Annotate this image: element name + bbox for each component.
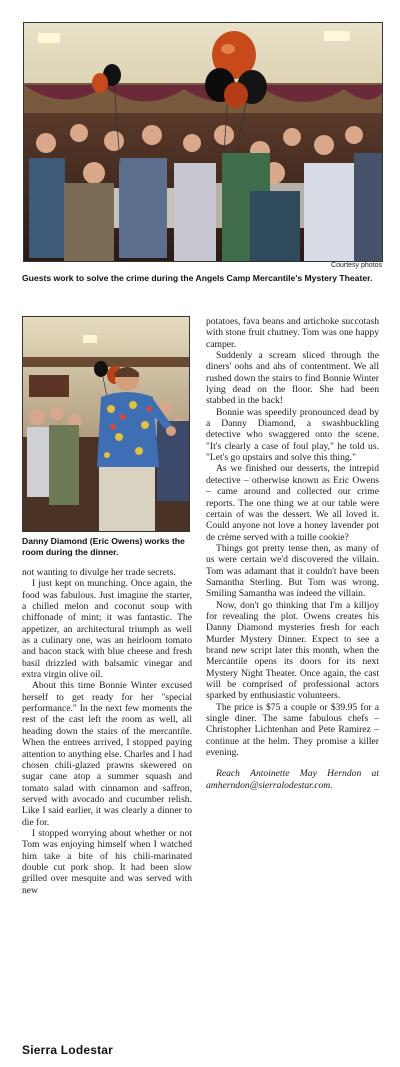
left-photo-caption: Danny Diamond (Eric Owens) works the room during the dinner. [22,536,185,557]
paragraph: I stopped worrying about whether or not Tom was enjoying himself when I watched him take a bite of his chili-marinated double cut pork shop. It had been slow grilled over mesquite and was served with new [22,827,192,896]
paragraph: Bonnie was speedily pronounced dead by a Danny Diamond, a swashbuckling detective who swaggered onto the scene. "It's clearly a case of foul play," he told us. "Let's go upstairs and solve this thing." [206,406,379,464]
author-contact: Reach Antoinette May Herndon at amherndon@sierralodestar.com. [206,768,379,791]
article-column-1 [22,567,192,896]
paragraph: Things got pretty tense then, as many of us were certain we'd discovered the villain. Tom was adamant that it couldn't have been Samantha Sterling. But Tom was wrong. Smiling Samantha was indeed the villain. [206,542,379,600]
paragraph: The price is $75 a couple or $39.95 for a single diner. The same fabulous chefs – Christopher Lichtenhan and Pete Ramirez – continue at the helm. They promise a killer evening. [206,701,379,759]
paragraph: As we finished our desserts, the intrepid detective – otherwise known as Eric Owens – came around and collected our crime reports. The one thing we at our table were certain of was the dessert. We all loved it. Could anyone not love a honey lavender pot de crème served with a tuille cookie? [206,463,379,543]
paragraph: Now, don't go thinking that I'm a killjoy for revealing the plot. Owens creates his Danny Diamond mysteries fresh for each Murder Mystery Dinner. Expect to see a brand new script later this month, when the Mercantile opens its doors for its next Mystery Night Theater. Once again, the cast will be comprised of professional actors sparked by enthusiastic volunteers. [206,599,379,702]
publication-name: Sierra Lodestar [22,1043,114,1057]
paragraph: About this time Bonnie Winter excused herself to get ready for her "special performance." In the next few moments the rest of the cast left the room as well, all heading down the stairs of the mercantile. When the entrees arrived, I stopped paying attention to anything else. Charles and I had chosen chili-glazed prawns skewered on sugar cane atop a summer squash and tomato salad with cinnamon and saffron, served with avocado and cucumber relish. Like I said earlier, it was clearly a dinner to die for. [22,680,192,828]
dinner-crowd-image [24,23,382,261]
paragraph: I just kept on munching. Once again, the food was fabulous. Just imagine the starter, a chilled melon and coconut soup with chiffonade of mint; it was fantastic. The appetizer, an architectural triumph as well as a culinary one, was an heirloom tomato and bacon stack with blue cheese and fresh basil drizzled with balsamic vinegar and extra virgin olive oil. [22,578,192,681]
paragraph: potatoes, fava beans and artichoke succotash with stone fruit chutney. Tom was one happy camper. [206,316,379,350]
paragraph: Suddenly a scream sliced through the diners' oohs and ahs of contentment. We all rushed down the stairs to find Bonnie Winter lying dead on the floor. She had been stabbed in the back! [206,350,379,407]
top-photo-caption: Guests work to solve the crime during the Angels Camp Mercantile's Mystery Theater. [22,273,373,283]
paragraph: not wanting to divulge her trade secrets. [22,567,176,578]
detective-image [23,317,189,531]
top-photo [23,22,383,262]
left-photo [22,316,190,532]
article-column-2 [206,316,379,791]
photo-credit: Courtesy photos [331,262,382,269]
